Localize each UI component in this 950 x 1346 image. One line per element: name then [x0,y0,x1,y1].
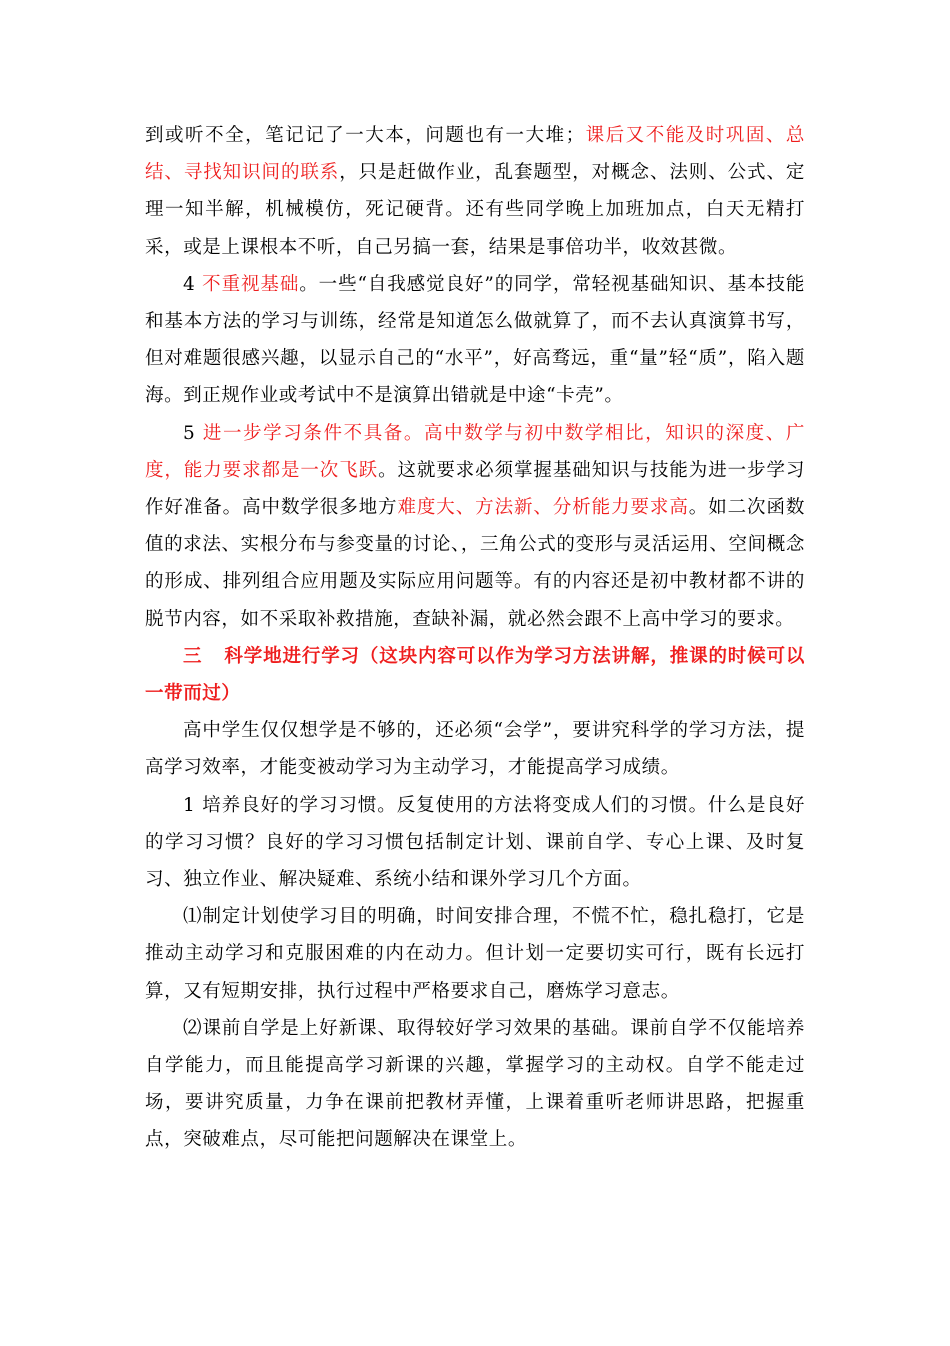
paragraph-preview: ⑵课前自学是上好新课、取得较好学习效果的基础。课前自学不仅能培养自学能力，而且能提高学习新课的兴趣，掌握学习的主动权。自学不能走过场，要讲究质量，力争在课前把教材弄懂，上课着重听老师讲思路，把握重点，突破难点，尽可能把问题解决在课堂上。 [145,1017,805,1151]
section-heading [145,638,805,712]
text-run: 4 [183,273,203,295]
section-title: 科学地进行学习（这块内容可以作为学习方法讲解，推课的时候可以一带而过） [145,645,805,705]
paragraph-point-5 [145,415,805,638]
text-run: 到或听不全，笔记记了一大本，问题也有一大堆； [145,125,585,146]
text-run: 5 [183,422,203,444]
text-run: 。一些“自我感觉良好”的同学，常轻视基础知识、基本技能和基本方法的学习与训练，经常是知道怎么做就算了，而不去认真演算书写，但对难题很感兴趣，以显示自己的“水平”，好高骛远，重“量”轻“质”，陷入题海。到正规作业或考试中不是演算出错就是中途“卡壳”。 [145,273,805,407]
text-run: 。这就要求必须掌握基础知识与技能为进一步学习作好准备。高中数学很多地方 [145,459,806,519]
paragraph-point-4 [145,266,805,415]
document-page [145,117,805,1159]
paragraph-intro: 高中学生仅仅想学是不够的，还必须“会学”，要讲究科学的学习方法，提高学习效率，才能变被动学习为主动学习，才能提高学习成绩。 [145,720,805,779]
text-run: 。如二次函数值的求法、实根分布与参变量的讨论、，三角公式的变形与灵活运用、空间概念的形成、排列组合应用题及实际应用问题等。有的内容还是初中教材都不讲的脱节内容，如不采取补救措施，查缺补漏，就必然会跟不上高中学习的要求。 [145,497,805,630]
section-number: 三 [183,645,203,667]
paragraph-habits: 1 培养良好的学习习惯。反复使用的方法将变成人们的习惯。什么是良好的学习习惯？良好的学习习惯包括制定计划、课前自学、专心上课、及时复习、独立作业、解决疑难、系统小结和课外学习几个方面。 [145,794,805,891]
text-run: ，只是赶做作业，乱套题型，对概念、法则、公式、定理一知半解，机械模仿，死记硬背。还有些同学晚上加班加点，白天无精打采，或是上课根本不听，自己另搞一套，结果是事倍功半，收效甚微。 [145,162,805,258]
highlighted-text: 不重视基础 [202,273,300,295]
highlighted-text: 难度大、方法新、分析能力要求高 [397,497,689,519]
highlighted-text: 进一步学习条件不具备。高中数学与初中数学相比，知识的深度、广度，能力要求都是一次飞跃 [145,422,805,481]
highlighted-text: 课后又不能及时巩固、总结、寻找知识间的联系 [145,125,805,184]
paragraph-continuation [145,117,805,266]
paragraph-plan: ⑴制定计划使学习目的明确，时间安排合理，不慌不忙，稳扎稳打，它是推动主动学习和克服困难的内在动力。但计划一定要切实可行，既有长远打算，又有短期安排，执行过程中严格要求自己，磨炼学习意志。 [145,906,805,1002]
